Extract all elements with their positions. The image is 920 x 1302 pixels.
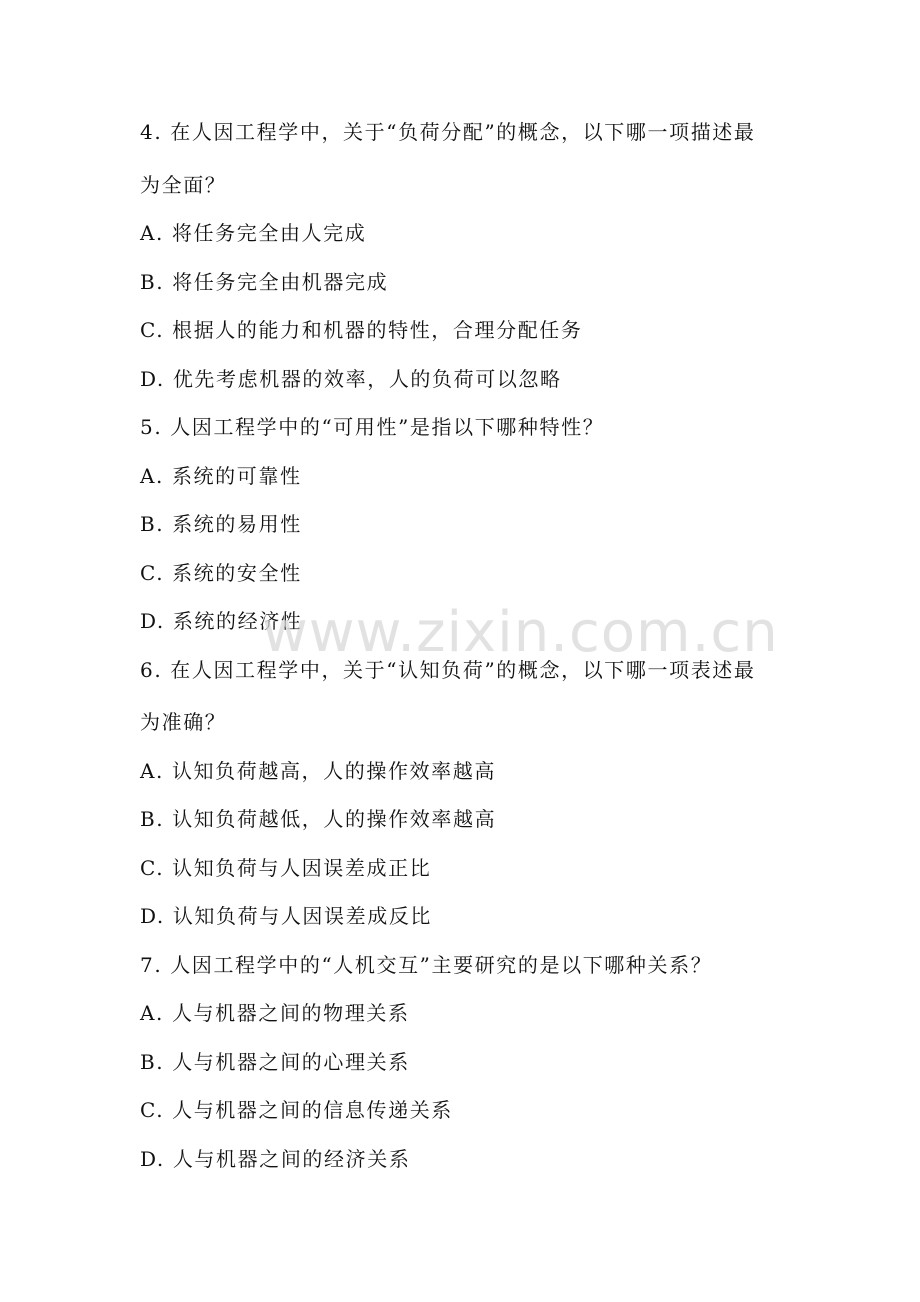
question-5-stem: 5. 人因工程学中的“可用性”是指以下哪种特性？ xyxy=(140,415,605,439)
question-4-stem-line-1: 4. 在人因工程学中，关于“负荷分配”的概念，以下哪一项描述最 xyxy=(140,120,756,144)
question-4-option-d: D. 优先考虑机器的效率，人的负荷可以忽略 xyxy=(140,366,562,391)
question-7-stem: 7. 人因工程学中的“人机交互”主要研究的是以下哪种关系？ xyxy=(140,952,713,977)
question-6-option-b: B. 认知负荷越低，人的操作效率越高 xyxy=(140,807,497,831)
site-watermark: www.zixin.com.cn xyxy=(262,600,779,665)
question-7-option-a: A. 人与机器之间的物理关系 xyxy=(140,1001,410,1025)
question-6-stem-line-2: 为准确？ xyxy=(140,710,227,734)
question-5-option-c: C. 系统的安全性 xyxy=(140,560,302,585)
question-7-option-c: C. 人与机器之间的信息传递关系 xyxy=(140,1098,453,1122)
question-6-option-a: A. 认知负荷越高，人的操作效率越高 xyxy=(140,758,496,783)
question-4 xyxy=(140,118,790,199)
question-5-option-d: D. 系统的经济性 xyxy=(140,609,303,633)
question-4-stem-line-2: 为全面？ xyxy=(140,172,227,197)
question-4-option-b: B. 将任务完全由机器完成 xyxy=(140,269,389,294)
question-list xyxy=(140,118,790,1193)
question-4-option-a: A. 将任务完全由人完成 xyxy=(140,221,367,245)
question-6-option-c: C. 认知负荷与人因误差成正比 xyxy=(140,855,432,880)
question-6-option-d: D. 认知负荷与人因误差成反比 xyxy=(140,904,433,928)
question-5-option-a: A. 系统的可靠性 xyxy=(140,463,302,488)
question-4-option-c: C. 根据人的能力和机器的特性，合理分配任务 xyxy=(140,318,583,342)
question-6 xyxy=(140,656,790,737)
question-7-option-d: D. 人与机器之间的经济关系 xyxy=(140,1146,411,1171)
question-6-stem-line-1: 6. 在人因工程学中，关于“认知负荷”的概念，以下哪一项表述最 xyxy=(140,657,756,682)
question-5-option-b: B. 系统的易用性 xyxy=(140,512,302,536)
question-7-option-b: B. 人与机器之间的心理关系 xyxy=(140,1049,410,1074)
